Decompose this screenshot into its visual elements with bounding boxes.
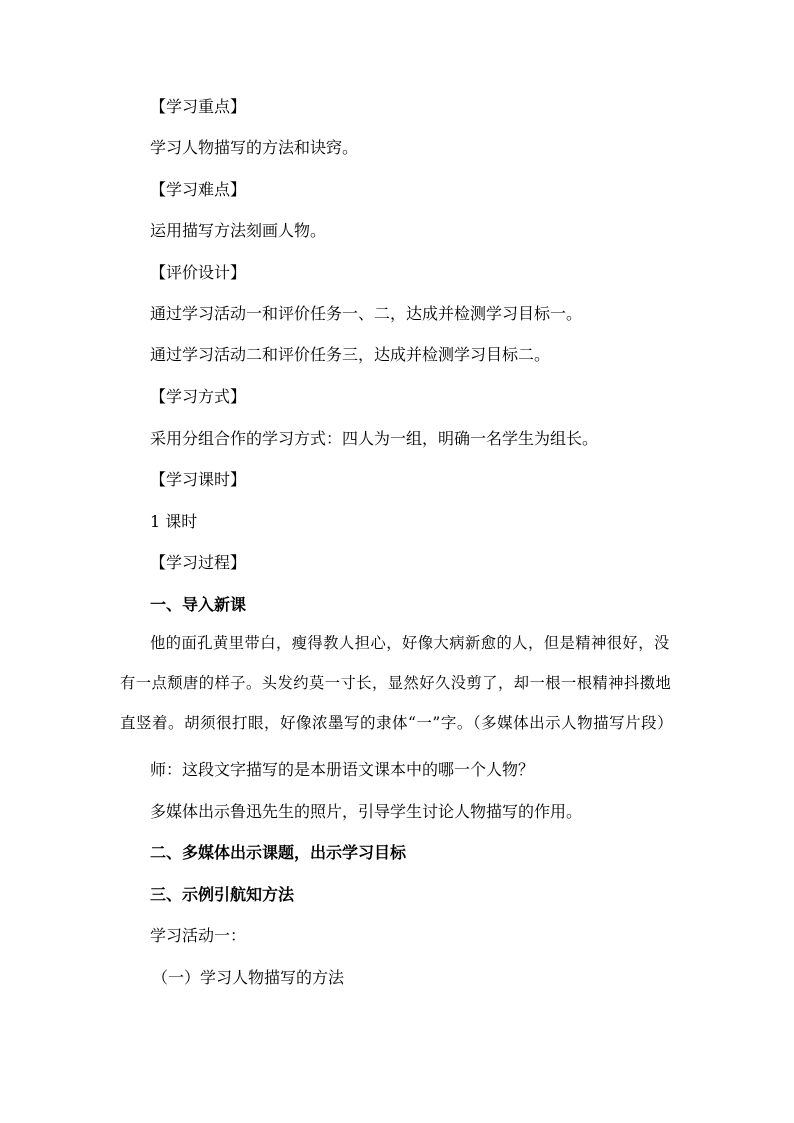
evaluation-text-1: 通过学习活动一和评价任务一、二，达成并检测学习目标一。	[150, 304, 583, 323]
teacher-question: 师：这段文字描写的是本册语文课本中的哪一个人物？	[150, 760, 535, 779]
excerpt-line-1: 他的面孔黄里带白，瘦得教人担心，好像大病新愈的人，但是精神很好，没	[150, 634, 670, 652]
heading-evaluation-design: 【评价设计】	[150, 263, 247, 282]
heading-learning-method: 【学习方式】	[150, 387, 247, 406]
evaluation-text-2: 通过学习活动二和评价任务三，达成并检测学习目标二。	[150, 345, 551, 364]
section-2-title: 二、多媒体出示课题，出示学习目标	[150, 843, 407, 862]
excerpt-line-3: 直竖着。胡须很打眼，好像浓墨写的隶体“一”字。（多媒体出示人物描写片段）	[120, 714, 674, 732]
excerpt-line-2: 有一点颓唐的样子。头发约莫一寸长，显然好久没剪了，却一根一根精神抖擞地	[120, 674, 672, 692]
subsection-1-title: （一）学习人物描写的方法	[152, 968, 345, 987]
heading-class-hours: 【学习课时】	[150, 470, 247, 489]
activity-1-label: 学习活动一：	[150, 926, 247, 945]
heading-learning-process: 【学习过程】	[150, 553, 247, 572]
difficulties-text: 运用描写方法刻画人物。	[150, 221, 327, 240]
class-hours-text: 1 课时	[150, 512, 198, 531]
learning-method-text: 采用分组合作的学习方式：四人为一组，明确一名学生为组长。	[150, 429, 599, 448]
heading-difficulties: 【学习难点】	[150, 180, 247, 199]
heading-key-points: 【学习重点】	[150, 97, 247, 116]
multimedia-photo-text: 多媒体出示鲁迅先生的照片，引导学生讨论人物描写的作用。	[150, 802, 583, 821]
section-3-title: 三、示例引航知方法	[150, 885, 295, 904]
key-points-text: 学习人物描写的方法和诀窍。	[150, 138, 359, 157]
excerpt-paragraph	[120, 636, 675, 746]
section-1-title: 一、导入新课	[150, 595, 247, 614]
